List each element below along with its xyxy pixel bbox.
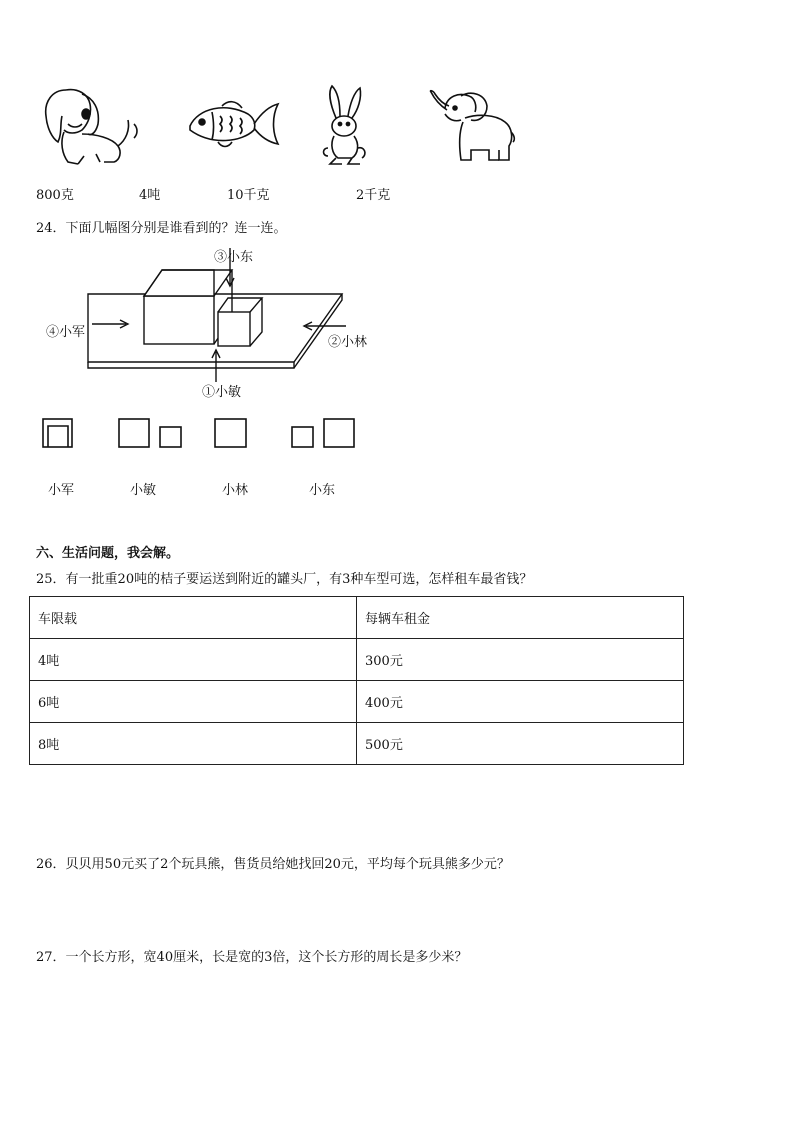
fish-icon [182,98,282,152]
weight-label-2: 4吨 [139,188,161,203]
name-label-3: 小林 [222,483,249,498]
table-cell: 4吨 [30,639,357,681]
dog-icon [38,84,148,174]
big-cube-top [144,270,214,296]
section-6-title: 六、生活问题，我会解。 [36,546,180,561]
rabbit-icon [318,84,374,170]
table-header-cell: 车限载 [30,597,357,639]
weight-label-3: 10千克 [227,188,270,203]
elephant-icon [425,88,517,166]
view-picture-3 [214,418,248,448]
question-24-prompt: 24．下面几幅图分别是谁看到的？连一连。 [36,221,287,236]
question-26-prompt: 26．贝贝用50元买了2个玩具熊，售货员给她找回20元，平均每个玩具熊多少元？ [36,857,510,872]
name-label-2: 小敏 [130,483,157,498]
small-cube-front [218,312,250,346]
big-cube-front [144,296,214,344]
weight-label-4: 2千克 [356,188,391,203]
viewpoint-diagram [40,248,380,408]
question-27-prompt: 27．一个长方形，宽40厘米，长是宽的3倍，这个长方形的周长是多少米？ [36,950,468,965]
rental-table [29,596,684,765]
view-picture-2 [118,418,184,448]
board-edge [88,294,342,368]
table-cell: 6吨 [30,681,357,723]
viewer-label-right: ②小林 [328,335,368,350]
table-cell: 500元 [357,723,684,765]
table-cell: 8吨 [30,723,357,765]
name-label-4: 小东 [309,483,336,498]
table-cell: 400元 [357,681,684,723]
table-header-row [30,597,684,639]
table-row [30,723,684,765]
name-label-1: 小军 [48,483,75,498]
view-picture-4 [291,418,357,448]
weight-label-1: 800克 [36,188,74,203]
table-row [30,681,684,723]
table-row [30,639,684,681]
table-cell: 300元 [357,639,684,681]
view-picture-1 [42,418,74,448]
viewer-label-top: ③小东 [214,250,254,265]
question-25-prompt: 25．有一批重20吨的桔子要运送到附近的罐头厂，有3种车型可选，怎样租车最省钱？ [36,572,533,587]
viewer-label-front: ①小敏 [202,385,242,400]
table-header-cell: 每辆车租金 [357,597,684,639]
viewer-label-left: ④小军 [46,325,86,340]
